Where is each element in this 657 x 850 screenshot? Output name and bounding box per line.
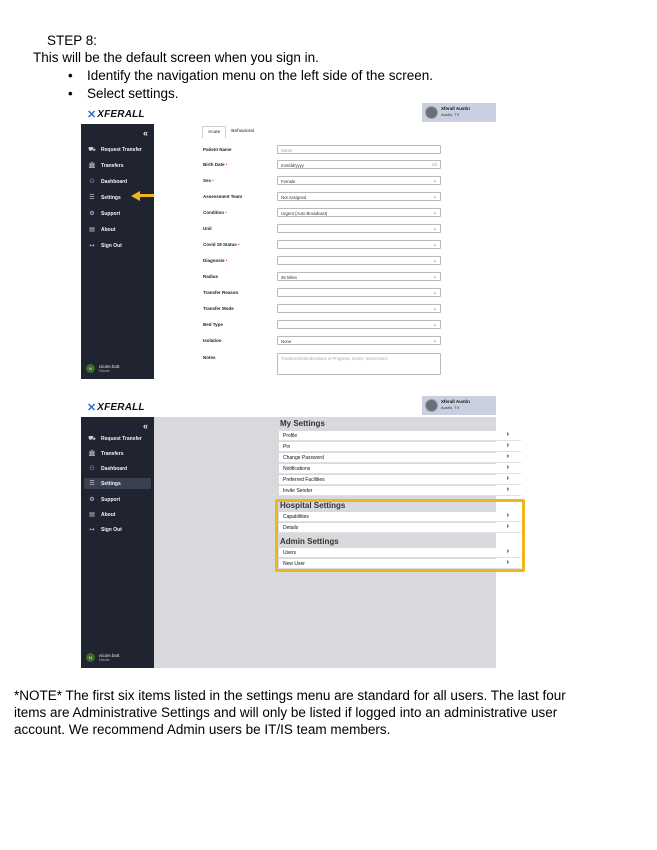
radius-select[interactable]: 25 Miles ⌄ <box>277 272 441 281</box>
sidebar-item-request-transfer[interactable]: ⛟ Request Transfer <box>88 435 142 442</box>
menu-icon: ☰ <box>89 481 95 487</box>
field-bed-type: Bed Type ⌄ <box>203 320 443 332</box>
chevron-down-icon: ⌄ <box>432 226 437 232</box>
dashboard-icon: ⚇ <box>89 466 95 472</box>
sidebar-item-sign-out[interactable]: ↦ Sign Out <box>84 240 151 251</box>
covid-status-select[interactable] <box>277 240 441 249</box>
tab-acute[interactable]: Acute <box>202 126 226 138</box>
gear-icon: ⚙ <box>89 211 95 217</box>
field-transfer-mode: Transfer Mode ⌄ <box>203 304 443 316</box>
facility-avatar <box>425 106 438 119</box>
step-bullet: Identify the navigation menu on the left side of the screen. <box>87 68 433 83</box>
chevron-right-icon: › <box>506 486 509 493</box>
birth-date-input[interactable]: mm/dd/yyyy ▭ <box>277 160 441 169</box>
sidebar-item-support[interactable]: ⚙ Support <box>84 208 151 219</box>
bullet-dot: • <box>68 86 73 101</box>
xferall-logo: ✕ XFERALL <box>87 109 145 121</box>
settings-item-pin[interactable]: Pin › <box>279 442 521 452</box>
screenshot-settings <box>81 396 509 668</box>
user-menu[interactable]: Xferall Austin Austin, TX <box>422 103 496 122</box>
settings-item-users[interactable]: Users › <box>279 548 521 558</box>
settings-item-preferred-facilities[interactable]: Preferred Facilities › <box>279 475 521 485</box>
settings-item-change-password[interactable]: Change Password › <box>279 453 521 463</box>
app-header <box>81 103 496 124</box>
sidebar-item-transfers[interactable]: 🏛 Transfers <box>88 450 124 457</box>
sidebar-item-dashboard[interactable]: ⚇ Dashboard <box>84 176 151 187</box>
logo-mark-icon: ✕ <box>87 402 97 414</box>
app-header <box>81 396 496 417</box>
my-settings-title: My Settings <box>280 419 325 428</box>
settings-item-details[interactable]: Details › <box>279 523 521 533</box>
field-radius: Radius 25 Miles ⌄ <box>203 272 443 284</box>
sex-select[interactable]: Female ⌄ <box>277 176 441 185</box>
chevron-down-icon: ⌄ <box>432 242 437 248</box>
facility-avatar <box>425 399 438 412</box>
bed-type-select[interactable] <box>277 320 441 329</box>
settings-item-notifications[interactable]: Notifications › <box>279 464 521 474</box>
unit-select[interactable] <box>277 224 441 233</box>
settings-item-profile[interactable]: Profile › <box>279 431 521 441</box>
field-sex: Sex • Female ⌄ <box>203 176 443 188</box>
chevron-down-icon: ⌄ <box>432 178 437 184</box>
calendar-icon: ▭ <box>432 162 437 168</box>
sidebar-nav <box>81 124 154 379</box>
chevron-down-icon: ⌄ <box>432 274 437 280</box>
chevron-down-icon: ⌄ <box>432 194 437 200</box>
note-line: *NOTE* The first six items listed in the settings menu are standard for all users. The last four <box>14 688 566 703</box>
bullet-dot: • <box>68 68 73 83</box>
tab-bar <box>202 126 259 138</box>
sidebar-user[interactable]: N nicole.bott Nicole <box>86 653 120 662</box>
chevron-down-icon: ⌄ <box>432 338 437 344</box>
field-birth-date: Birth Date • mm/dd/yyyy ▭ <box>203 160 443 172</box>
assessment-team-select[interactable]: Not Assigned ⌄ <box>277 192 441 201</box>
notes-textarea[interactable]: Treatments/Medications in Progress, Notes, Instructions <box>277 353 441 375</box>
settings-item-new-user[interactable]: New User › <box>279 559 521 569</box>
sidebar-item-about[interactable]: ▤ About <box>84 509 151 520</box>
field-notes: Notes Treatments/Medications in Progress, Notes, Instructions <box>203 353 443 377</box>
request-transfer-form <box>154 124 496 379</box>
gear-icon: ⚙ <box>89 497 95 503</box>
transfer-mode-select[interactable] <box>277 304 441 313</box>
sidebar-item-about[interactable]: ▤ About <box>84 224 151 235</box>
chevron-right-icon: › <box>506 523 509 530</box>
avatar: N <box>86 653 95 662</box>
avatar: N <box>86 364 95 373</box>
isolation-select[interactable]: None ⌄ <box>277 336 441 345</box>
transfer-reason-select[interactable] <box>277 288 441 297</box>
field-unit: Unit ⌄ <box>203 224 443 236</box>
chevron-right-icon: › <box>506 464 509 471</box>
chevron-right-icon: › <box>506 442 509 449</box>
field-assessment-team: Assessment Team Not Assigned ⌄ <box>203 192 443 204</box>
sidebar-item-support[interactable]: ⚙ Support <box>84 494 151 505</box>
field-diagnosis: Diagnosis • ⌄ <box>203 256 443 268</box>
truck-icon: ⛟ <box>88 146 96 153</box>
building-icon: 🏛 <box>88 163 96 169</box>
document-icon: ▤ <box>89 512 95 518</box>
diagnosis-select[interactable] <box>277 256 441 265</box>
sidebar-item-settings[interactable]: ☰ Settings <box>84 478 151 489</box>
note-line: account. We recommend Admin users be IT/IS team members. <box>14 722 391 737</box>
admin-settings-title: Admin Settings <box>280 537 339 546</box>
chevron-down-icon: ⌄ <box>432 210 437 216</box>
chevron-right-icon: › <box>506 475 509 482</box>
screenshot-request-transfer <box>81 103 496 379</box>
dashboard-icon: ⚇ <box>89 179 95 185</box>
admin-settings-highlight <box>275 499 525 572</box>
sidebar-user[interactable]: N nicole.bott Nicole <box>86 364 120 373</box>
sidebar-item-dashboard[interactable]: ⚇ Dashboard <box>84 463 151 474</box>
chevron-right-icon: › <box>506 431 509 438</box>
building-icon: 🏛 <box>88 451 96 457</box>
collapse-sidebar-icon[interactable]: « <box>142 128 148 138</box>
chevron-down-icon: ⌄ <box>432 258 437 264</box>
settings-page <box>154 417 509 668</box>
field-isolation: Isolation None ⌄ <box>203 336 443 348</box>
chevron-right-icon: › <box>506 512 509 519</box>
patient-name-input[interactable]: Name <box>277 145 441 154</box>
chevron-right-icon: › <box>506 559 509 566</box>
sidebar-item-sign-out[interactable]: ↦ Sign Out <box>84 524 151 535</box>
condition-select[interactable]: Urgent (Auto Broadcast) ⌄ <box>277 208 441 217</box>
field-condition: Condition • Urgent (Auto Broadcast) ⌄ <box>203 208 443 220</box>
logo-mark-icon: ✕ <box>87 109 97 121</box>
xferall-logo: ✕ XFERALL <box>87 402 145 414</box>
field-patient-name: Patient Name Name <box>203 145 443 157</box>
user-menu[interactable]: Xferall Austin Austin, TX <box>422 396 496 415</box>
collapse-sidebar-icon[interactable]: « <box>142 421 148 431</box>
step-intro: This will be the default screen when you sign in. <box>33 50 319 65</box>
sidebar-item-transfers[interactable]: 🏛 Transfers <box>88 162 124 169</box>
document-icon: ▤ <box>89 227 95 233</box>
sidebar-item-settings[interactable]: ☰ Settings <box>84 192 151 203</box>
settings-item-capabilities[interactable]: Capabilities › <box>279 512 521 522</box>
step-heading: STEP 8: <box>47 33 98 48</box>
sign-out-icon: ↦ <box>89 527 95 533</box>
sign-out-icon: ↦ <box>89 243 95 249</box>
truck-icon: ⛟ <box>88 435 96 442</box>
hospital-settings-title: Hospital Settings <box>280 501 346 510</box>
chevron-down-icon: ⌄ <box>432 290 437 296</box>
sidebar-item-request-transfer[interactable]: ⛟ Request Transfer <box>88 146 142 153</box>
chevron-down-icon: ⌄ <box>432 322 437 328</box>
chevron-right-icon: › <box>506 548 509 555</box>
field-covid-status: Covid 19 Status • ⌄ <box>203 240 443 252</box>
menu-icon: ☰ <box>89 195 95 201</box>
step-bullet: Select settings. <box>87 86 179 101</box>
chevron-down-icon: ⌄ <box>432 306 437 312</box>
sidebar-nav <box>81 417 154 668</box>
settings-item-invite-sender[interactable]: Invite Sender › <box>279 486 521 496</box>
note-line: items are Administrative Settings and will only be listed if logged into an administrative user <box>14 705 558 720</box>
field-transfer-reason: Transfer Reason ⌄ <box>203 288 443 300</box>
tab-behavioral[interactable]: Behavioral <box>231 129 254 134</box>
chevron-right-icon: › <box>506 453 509 460</box>
